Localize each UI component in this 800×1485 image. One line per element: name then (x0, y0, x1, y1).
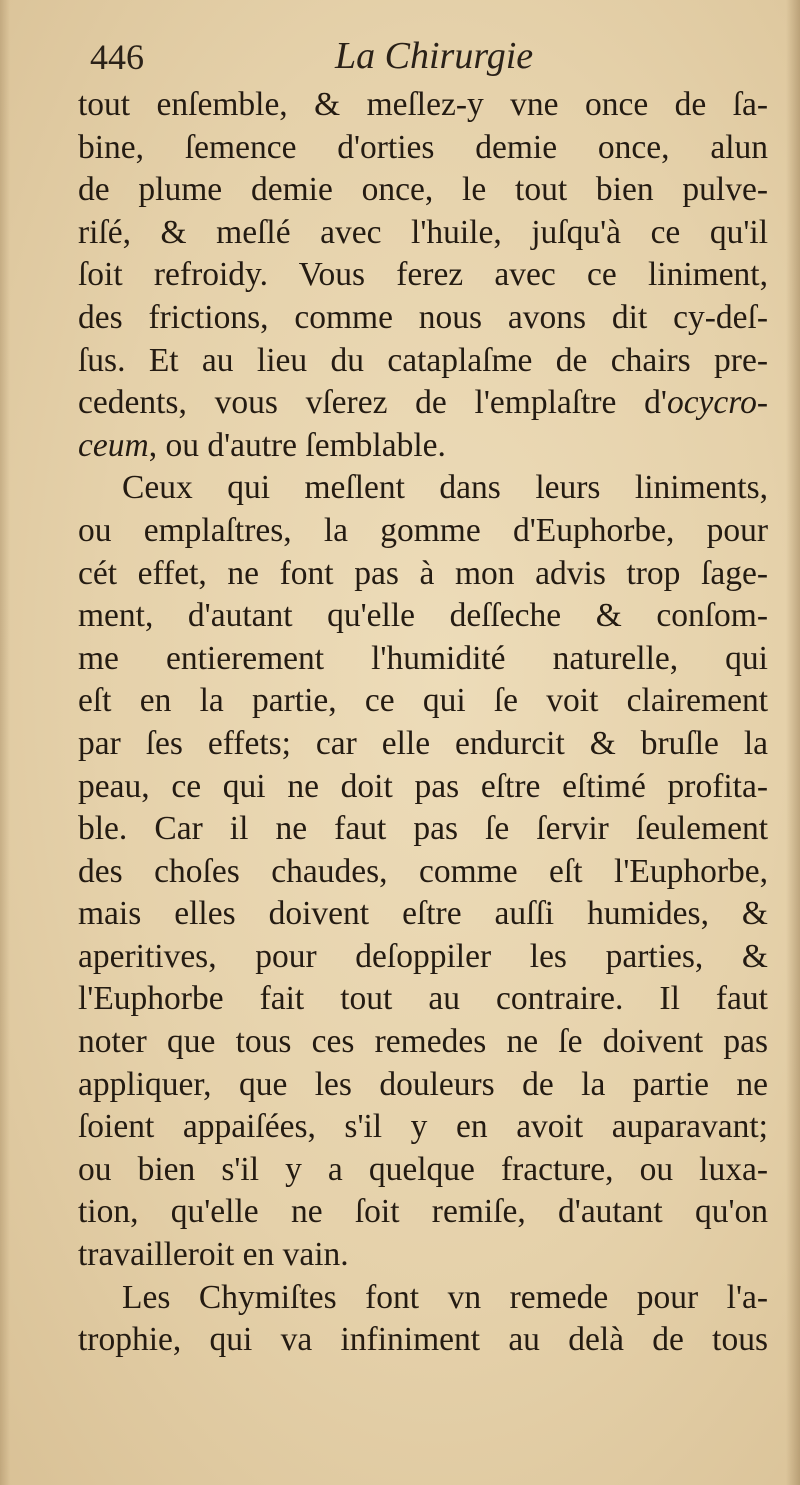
text-line: noter que tous ces remedes ne ſe doivent pas (78, 1023, 768, 1061)
text-line: ou bien s'il y a quelque fracture, ou luxa- (78, 1150, 768, 1188)
page-shadow-right (786, 0, 800, 1485)
text-line: ſoient appaiſées, s'il y en avoit auparavant; (78, 1108, 768, 1146)
text-line: peau, ce qui ne doit pas eſtre eſtimé profita- (78, 767, 768, 805)
text-line: ble. Car il ne faut pas ſe ſervir ſeulement (78, 810, 768, 848)
running-head (80, 30, 760, 80)
text-line: appliquer, que les douleurs de la partie ne (78, 1065, 768, 1103)
text-line: trophie, qui va infiniment au delà de tous (78, 1321, 768, 1359)
italic-term: ceum (78, 426, 149, 464)
text-line: ou emplaſtres, la gomme d'Euphorbe, pour (78, 511, 768, 549)
text-line: ſoit refroidy. Vous ferez avec ce liniment, (78, 256, 768, 294)
text-line: des frictions, comme nous avons dit cy-deſ- (78, 298, 768, 336)
text-line: ment, d'autant qu'elle deſſeche & conſom- (78, 597, 768, 635)
text-line: mais elles doivent eſtre auſſi humides, & (78, 895, 768, 933)
text-line: par ſes effets; car elle endurcit & bruſle la (78, 724, 768, 762)
text-line: cedents, vous vſerez de l'emplaſtre d'ocycro- (78, 384, 768, 422)
text-line: de plume demie once, le tout bien pulve- (78, 171, 768, 209)
text-line: aperitives, pour deſoppiler les parties, & (78, 937, 768, 975)
text-line: tout enſemble, & meſlez-y vne once de ſa- (78, 86, 768, 123)
text-line: l'Euphorbe fait tout au contraire. Il faut (78, 980, 768, 1018)
italic-term: ocycro- (666, 384, 768, 422)
page-shadow-left (0, 0, 10, 1485)
text-line: eſt en la partie, ce qui ſe voit clairement (78, 682, 768, 720)
text-line: des choſes chaudes, comme eſt l'Euphorbe, (78, 852, 768, 890)
text-line: Ceux qui meſlent dans leurs liniments, (122, 469, 768, 507)
text-line: bine, ſemence d'orties demie once, alun (78, 128, 768, 166)
text-line: Les Chymiſtes font vn remede pour l'a- (122, 1278, 768, 1316)
text-line: travailleroit en vain. (78, 1236, 349, 1274)
running-title: La Chirurgie (335, 35, 534, 77)
text-line: ceum, ou d'autre ſemblable. (78, 426, 446, 464)
text-line: riſé, & meſlé avec l'huile, juſqu'à ce qu'il (78, 213, 768, 251)
text-line: ſus. Et au lieu du cataplaſme de chairs pre- (78, 341, 768, 379)
body-text (78, 84, 768, 1362)
text-line: cét effet, ne font pas à mon advis trop ſage- (78, 554, 768, 592)
text-line: me entierement l'humidité naturelle, qui (78, 639, 768, 677)
page-number: 446 (90, 37, 144, 77)
text-line: tion, qu'elle ne ſoit remiſe, d'autant qu'on (78, 1193, 768, 1231)
